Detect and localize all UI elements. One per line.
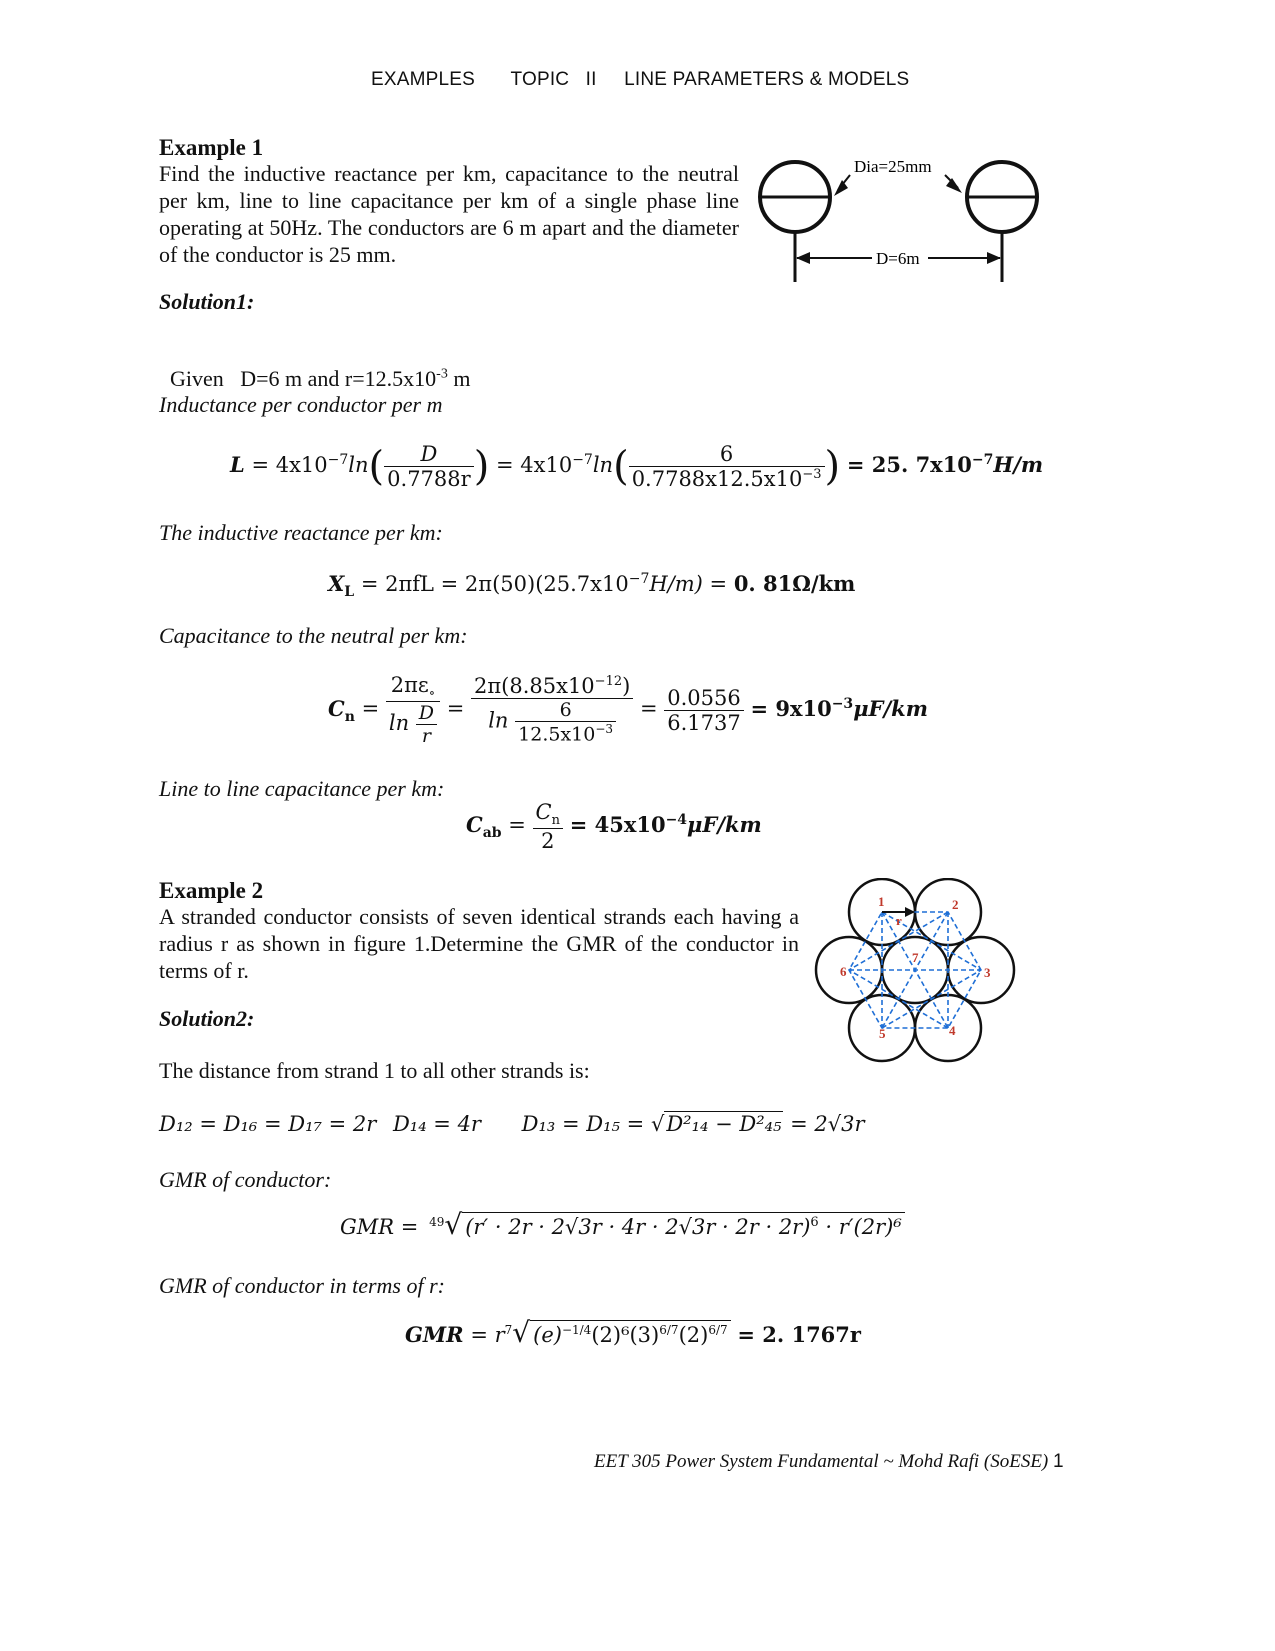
L-result-unit: H/m: [993, 452, 1044, 477]
XL-result: 0. 81Ω/km: [733, 571, 856, 596]
L-f1-den: 0.7788r: [384, 466, 474, 491]
L-result: = 25. 7x10: [846, 452, 972, 477]
gmr-r-equation: GMR = $r^7√$ $(e)^{-1/4}(2)^6(3)^{6/7}(2)^{6/7} = 2$. 1767r: [405, 1316, 861, 1349]
distance-equation: D₁₂ = D₁₆ = D₁₇ = 2r D₁₄ = 4r D₁₃ = D₁₅ = √D²₁₄ − D²₄₅ = 2√3r: [159, 1112, 865, 1136]
example1-title: Example 1: [159, 135, 264, 160]
header-right: LINE PARAMETERS & MODELS: [624, 69, 910, 90]
gmr-r-rad-b: (2)⁶(3): [591, 1323, 660, 1347]
given-prefix: Given D=6 m and r=12.5x10: [170, 366, 437, 391]
given-line: [159, 340, 470, 392]
Cab-result-exp: −4: [665, 812, 688, 829]
two-conductor-figure: [750, 150, 1050, 290]
given-suffix: m: [447, 366, 471, 391]
Cn-f2-num-exp: −12: [594, 674, 623, 690]
D-part3a: D₁₃ = D₁₅ =: [521, 1112, 645, 1136]
Cn-f1-ln: ln: [388, 711, 410, 736]
gmr-tail: · r′(2r)⁶: [825, 1215, 902, 1239]
page-footer: [594, 1451, 1064, 1473]
XL-symbol: X: [328, 571, 345, 596]
ln1: ln: [348, 453, 369, 477]
Cn-f2-num-tail: ): [622, 674, 631, 699]
Cn-result-exp: −3: [831, 695, 854, 712]
L-coef2: = 4x10: [495, 453, 573, 477]
gmr-r-rad-c: (2): [678, 1323, 709, 1347]
line-capacitance-equation: $C_{ab}$ = $\frac{C_n}{2}$ = $45x10^{-4}\mu F/km$: [466, 800, 762, 854]
example1-text: Find the inductive reactance per km, capacitance to the neutral per km, line to line capacitance per km of a single phase line operating at 50Hz. The conductors are 6 m apart and the diameter of the conductor is 25 mm.: [159, 161, 739, 267]
Cab-sub: ab: [482, 825, 502, 842]
gmr-r-exp-a: −1/4: [561, 1323, 592, 1337]
Cn-f2-den-den-exp: −3: [595, 722, 614, 737]
gmr-r-label: GMR of conductor in terms of r:: [159, 1273, 445, 1298]
stranded-conductor-figure: [810, 878, 1025, 1068]
strand-label-4: 4: [949, 1023, 956, 1038]
XL-sub: L: [344, 584, 355, 601]
page-number: 1: [1053, 1451, 1064, 1472]
XL-body-exp: −7: [628, 571, 650, 587]
capacitance-equation: $C_n$ = $2\pi\varepsilon_\circ$ ln $\frac{D}{r}$ = $2\pi(8.85x10^{-12})$ ln $\frac{6}{12.5x10^{-3}}$ = $\frac{0.0556}{6.1737}$ = $9x10^{-3}\mu F/km$: [328, 673, 928, 748]
Cn-sub: n: [344, 708, 355, 725]
D-part1: D₁₂ = D₁₆ = D₁₇ = 2r: [159, 1112, 377, 1136]
gmr-power: 6: [810, 1215, 819, 1230]
L-symbol: L: [230, 452, 245, 477]
Cn-f1-num: 2πε: [390, 673, 429, 697]
footer-text: EET 305 Power System Fundamental ~ Mohd Rafi (SoESE): [594, 1451, 1049, 1472]
Cab-result-unit: μF/km: [687, 812, 762, 838]
Cn-symbol: C: [328, 695, 345, 721]
Cn-f1-r: r: [421, 725, 431, 748]
example2-text: A stranded conductor consists of seven identical strands each having a radius r as shown in figure 1.Determine the GMR of the conductor in terms of r.: [159, 904, 799, 983]
ln2: ln: [592, 453, 614, 477]
gmr-r-lhs: GMR: [405, 1322, 464, 1347]
strand-label-1: 1: [878, 894, 885, 909]
Cab-symbol: C: [466, 812, 483, 838]
Cn-f2-den-den: 12.5x10: [518, 723, 596, 746]
radius-label: r: [896, 913, 902, 928]
distance-label: D=6m: [876, 249, 920, 268]
gmr-r-eq: = r: [470, 1323, 505, 1347]
header-left: EXAMPLES: [371, 69, 476, 90]
gmr-index: 49: [429, 1215, 445, 1229]
distance-text: The distance from strand 1 to all other strands is:: [159, 1058, 590, 1083]
L-f2-den: 0.7788x12.5x10: [631, 467, 803, 491]
reactance-label: The inductive reactance per km:: [159, 520, 443, 545]
solution1-title: Solution1:: [159, 289, 255, 314]
capacitance-label: Capacitance to the neutral per km:: [159, 623, 468, 648]
XL-body-tail: H/m) =: [649, 572, 728, 596]
Cn-f1-D: D: [418, 702, 435, 725]
gmr-label: GMR of conductor:: [159, 1167, 332, 1192]
given-exp: -3: [436, 366, 448, 382]
gmr-lhs: GMR =: [340, 1215, 419, 1239]
XL-body: = 2πfL = 2π(50)(25.7x10: [360, 572, 629, 596]
D-part3b: = 2√3r: [790, 1112, 865, 1136]
strand-label-7: 7: [912, 950, 919, 965]
strand-label-6: 6: [840, 964, 847, 979]
L-exp2: −7: [572, 452, 593, 468]
gmr-r-exp-c: 6/7: [708, 1323, 728, 1337]
gmr-r-result: = 2. 1767r: [737, 1322, 861, 1347]
Cn-f3-num: 0.0556: [667, 685, 741, 710]
gmr-radicand: (r′ · 2r · 2√3r · 4r · 2√3r · 2r · 2r): [465, 1215, 811, 1239]
Cab-f-den: 2: [533, 828, 563, 853]
strand-label-3: 3: [984, 965, 991, 980]
gmr-r-index: 7: [504, 1323, 513, 1337]
Cn-f2-num: 2π(8.85x10: [473, 674, 595, 699]
Cab-result: = 45x10: [569, 812, 666, 838]
gmr-r-exp-b: 6/7: [659, 1323, 679, 1337]
example2-title: Example 2: [159, 878, 264, 903]
dia-label: Dia=25mm: [854, 157, 932, 176]
D-part2: D₁₄ = 4r: [392, 1112, 481, 1136]
Cn-f2-6: 6: [559, 699, 572, 722]
page-header: [371, 69, 909, 91]
Cab-f-num: C: [535, 800, 552, 824]
strand-label-2: 2: [952, 897, 959, 912]
Cn-f1-num-sub: ∘: [428, 686, 436, 702]
L-exp1: −7: [327, 452, 349, 468]
Cn-f3-den: 6.1737: [664, 710, 743, 735]
Cn-result-unit: μF/km: [853, 695, 928, 721]
header-middle: TOPIC II: [510, 69, 597, 90]
Cn-f2-ln: ln: [488, 709, 509, 734]
solution2-title: Solution2:: [159, 1006, 255, 1031]
L-coef1: = 4x10: [251, 453, 328, 477]
inductance-label: Inductance per conductor per m: [159, 392, 443, 417]
D-part3-radicand: D²₁₄ − D²₄₅: [666, 1112, 782, 1136]
inductance-equation: $L = 4x10^{-7}\ln$( $\frac{D}{0.7788r}$ ) = $4x10^{-7}\ln$( $\frac{6}{0.7788x12.5x10^{-3}}$ ) = 25. $7x10^{-7}H/m$: [230, 442, 1044, 491]
L-f2-num: 6: [719, 442, 734, 466]
L-result-exp: −7: [971, 452, 994, 468]
reactance-equation: [328, 571, 855, 600]
gmr-equation: GMR = $^{49}$√ $(r' \cdot 2r \cdot 2√3r \cdot 4r \cdot 2√3r \cdot 2r \cdot 2r)^6 \cdot r'(2r)^6$: [340, 1208, 905, 1241]
strand-label-5: 5: [879, 1026, 886, 1041]
gmr-r-rad-a: (e): [533, 1323, 562, 1347]
line-cap-label: Line to line capacitance per km:: [159, 776, 445, 801]
Cn-result: = 9x10: [750, 695, 832, 721]
L-f1-num: D: [420, 442, 438, 466]
Cab-f-num-sub: n: [551, 813, 560, 829]
L-f2-den-exp: −3: [802, 467, 822, 482]
